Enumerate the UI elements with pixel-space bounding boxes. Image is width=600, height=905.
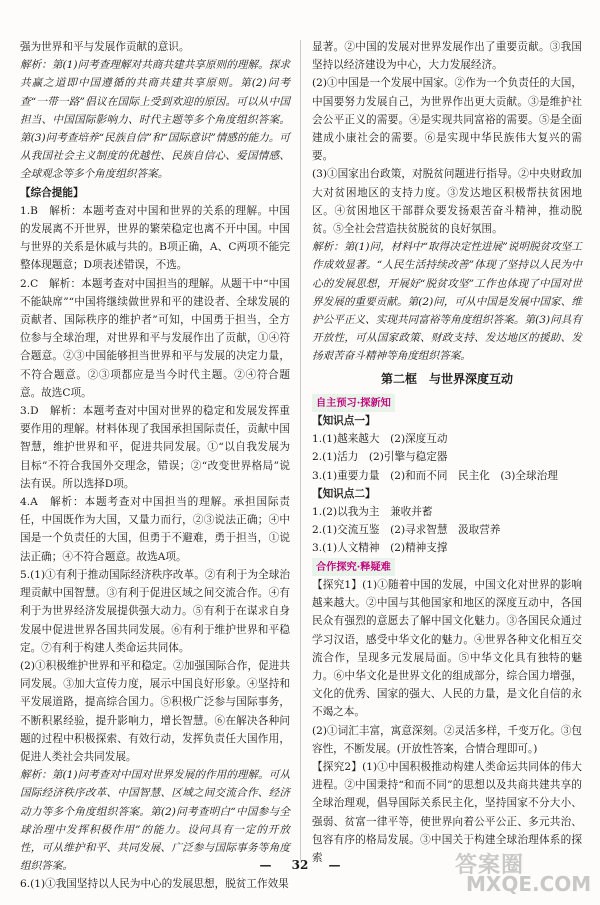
answer-6-cont-1: 显著。②中国的发展对世界发展作出了重要贡献。③我国坚持以经济建设为中心，大力发展经济。 [312, 41, 582, 72]
section-heading-comprehensive: 【综合提能】 [20, 186, 84, 199]
page-number-dash-left: — [259, 858, 272, 872]
page-number-dash-right: — [328, 858, 341, 872]
kp2-line-3: 3.(1)人文精神 (2)精神支撑 [312, 542, 448, 555]
answer-4: 4.A 解析：本题考查对中国担当的理解。承担国际责任，中国既作为大国，又量力而行，②③说法正确；④中国是一个负责任的大国，但勇于不避难，勇于担当，①说法正确；④不符合题意。故选A项。 [20, 496, 290, 563]
answer-5-part-2: (2)①积极维护世界和平和稳定。②加强国际合作，促进共同发展。③加大宣传力度，展示中国良好形象。④坚持和平发展道路，提高综合国力。⑤积极广泛参与国际事务，不断积累经验，提升影响力，增长智慧。⑥在解决各种问题的过程中积极探索、有效行动，发挥负责任大国作用，促进人类社会共同发展。 [20, 659, 290, 763]
section-title: 第二框 与世界深度互动 [380, 371, 513, 386]
explore-1-part-2: (2)①词汇丰富，寓意深刻。②灵活多样，千变万化。③包容性，不断发展。(开放性答案，合情合理即可。) [312, 724, 582, 755]
knowledge-point-1-heading: 【知识点一】 [312, 415, 376, 428]
kp1-line-3: 3.(1)重要力量 (2)和而不同 民主化 (3)全球治理 [312, 469, 558, 482]
intro-text: 强为世界和平与发展作贡献的意识。 [20, 41, 190, 53]
banner-preview: 自主预习·探新知 [312, 394, 395, 412]
right-column [312, 38, 582, 867]
answer-3: 3.D 解析：本题考查对中国对世界的稳定和发展发挥重要作用的理解。材料体现了我国承担国际责任，贡献中国智慧，维护世界和平，促进共同发展。①“以自我发展为目标”不符合我国外交理念，错误；②“改变世界格局”说法有误。所以选择D项。 [20, 405, 290, 490]
answer-6-start: 6.(1)①我国坚持以人民为中心的发展思想，脱贫工作效果 [20, 878, 289, 891]
explore-2: 【探究2】(1)①中国积极推动构建人类命运共同体的伟大进程。②中国秉持“和而不同”的思想以及共商共建共享的全球治理观，倡导国际关系民主化，坚持国家不分大小、强弱、贫富一律平等，使世界向着公平公正、多元共治、包容有序的格局发展。③中国关于构建全球治理体系的探索 [312, 760, 582, 864]
column-divider [300, 40, 301, 860]
left-column [20, 38, 290, 894]
knowledge-point-2-heading: 【知识点二】 [312, 487, 376, 500]
answer-2: 2.C 解析：本题考查对中国担当的理解。从题干中“中国不能缺席”“中国将继续做世界和平的建设者、全球发展的贡献者、国际秩序的维护者”可知，中国勇于担当，全方位参与全球治理，对世界和平与发展作出了贡献，①④符合题意。②③中国能够担当世界和平与发展的决定力量，不符合题意。②③项都应是当今时代主题。②④符合题意。故选C项。 [20, 277, 290, 399]
analysis-6: 解析：第(1)问，材料中“取得决定性进展”说明脱贫攻坚工作成效显著。“人民生活持续改善”体现了坚持以人民为中心的发展思想，开展好“脱贫攻坚”工作也体现了中国对世界发展的重要贡献。第(2)问，可从中国是发展中国家、维护公平正义、实现共同富裕等角度组织答案。第(3)问具有开放性，可从国家政策、财政支持、发达地区的援助、发扬艰苦奋斗精神等角度组织答案。 [312, 241, 582, 363]
kp1-line-2: 2.(1)活力 (2)引擎与稳定器 [312, 451, 448, 464]
analysis-paragraph: 解析：第(1)问考查理解对共商共建共享原则的理解。探求共赢之道即中国遵循的共商共建共享原则。第(2)问考查“一带一路”倡议在国际上受到欢迎的原因。可以从中国担当、中国国际影响力、时代主题等多个角度组织答案。第(3)问考查培养“民族自信”和“国际意识”情感的能力。可从我国社会主义制度的优越性、民族自信心、爱国情感、全球观念等多个角度组织答案。 [20, 59, 290, 181]
answer-5-part-1: 5.(1)①有利于推动国际经济秩序改革。②有利于为全球治理贡献中国智慧。③有利于促进区域之间交流合作。④有利于为世界经济发展提供强大动力。⑤有利于在谋求自身发展中促进世界各国共同发展。⑥有利于维护世界和平稳定。⑦有利于构建人类命运共同体。 [20, 568, 290, 654]
page-number-value: 32 [291, 858, 309, 872]
banner-cooperate: 合作探究·释疑难 [312, 558, 395, 576]
kp2-line-2: 2.(1)交流互鉴 (2)寻求智慧 汲取营养 [312, 524, 501, 537]
kp1-line-1: 1.(1)越来越大 (2)深度互动 [312, 433, 448, 446]
analysis-5: 解析：第(1)问考查对中国对世界发展的作用的理解。可从国际经济秩序改革、中国智慧、区域之间交流合作、经济动力等多个角度组织答案。第(2)问考查明白“中国参与全球治理中发挥积极作用”的能力。设问具有一定的开放性，可从维护和平、共同发展、广泛参与国际事务等角度组织答案。 [20, 769, 290, 873]
answer-1: 1.B 解析：本题考查对中国和世界的关系的理解。中国的发展离不开世界，世界的繁荣稳定也离不开中国。中国与世界的关系是休戚与共的。B项正确，A、C两项不能完整体现题意；D项表述错误，不选。 [20, 204, 290, 272]
explore-1: 【探究1】(1)①随着中国的发展，中国文化对世界的影响越来越大。②中国与其他国家和地区的深度互动中，各国民众有强烈的意愿去了解中国文化魅力。③各国民众通过学习汉语，感受中华文化的魅力。④世界各种文化相互交流合作，呈现多元发展局面。⑤中华文化具有独特的魅力。⑥中华文化是世界文化的组成部分，综合国力增强，文化的优秀、国家的强大、人民的力量，是文化自信的永不竭之本。 [312, 578, 582, 719]
watermark-logo: 答案圈 [455, 853, 525, 878]
answer-6-cont-3: (3)①国家出台政策，对脱贫问题进行指导。②中央财政加大对贫困地区的支持力度。③发达地区积极帮扶贫困地区。④贫困地区干部群众要发扬艰苦奋斗精神，推动脱贫。⑤全社会营造扶贫脱贫的良好氛围。 [312, 168, 582, 236]
answer-6-cont-2: (2)①中国是一个发展中国家。②作为一个负责任的大国，中国要努力发展自己，为世界作出更大贡献。③是维护社会公平正义的需要。④是实现共同富裕的需要。⑤是全面建成小康社会的需要。⑥是实现中华民族伟大复兴的需要。 [312, 77, 582, 163]
watermark-domain: MXQE.COM [466, 872, 592, 896]
kp2-line-1: 1.(2)以我为主 兼收并蓄 [312, 506, 433, 519]
